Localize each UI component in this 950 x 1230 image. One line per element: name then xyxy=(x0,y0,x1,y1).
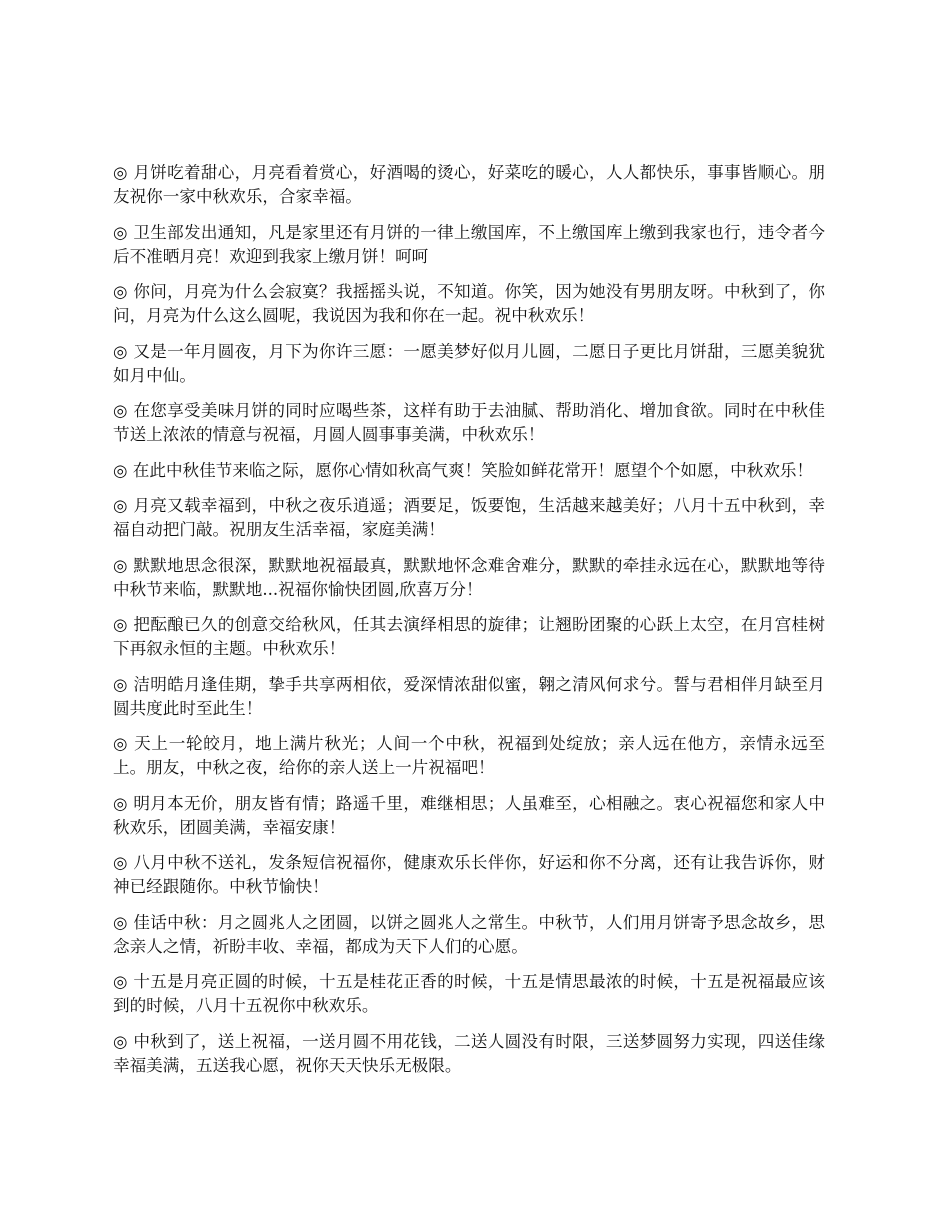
greeting-paragraph-15: ◎ 十五是月亮正圆的时候，十五是桂花正香的时候，十五是情思最浓的时候，十五是祝福最应该到的时候，八月十五祝你中秋欢乐。 xyxy=(113,972,825,1015)
greeting-paragraph-12: ◎ 明月本无价，朋友皆有情；路遥千里，难继相思；人虽难至，心相融之。衷心祝福您和家人中秋欢乐，团圆美满，幸福安康！ xyxy=(113,793,825,837)
greeting-paragraph-1: ◎ 月饼吃着甜心，月亮看着赏心，好酒喝的烫心，好菜吃的暖心，人人都快乐，事事皆顺心。朋友祝你一家中秋欢乐，合家幸福。 xyxy=(113,163,825,206)
greeting-paragraph-5: ◎ 在您享受美味月饼的同时应喝些茶，这样有助于去油腻、帮助消化、增加食欲。同时在中秋佳节送上浓浓的情意与祝福，月圆人圆事事美满，中秋欢乐！ xyxy=(113,401,825,444)
greeting-paragraph-3: ◎ 你问，月亮为什么会寂寞？我摇摇头说，不知道。你笑，因为她没有男朋友呀。中秋到了，你问，月亮为什么这么圆呢，我说因为我和你在一起。祝中秋欢乐！ xyxy=(113,282,825,325)
greeting-paragraph-7: ◎ 月亮又载幸福到，中秋之夜乐逍遥；酒要足，饭要饱，生活越来越美好；八月十五中秋到，幸福自动把门敲。祝朋友生活幸福，家庭美满！ xyxy=(113,496,825,539)
greeting-paragraph-2: ◎ 卫生部发出通知，凡是家里还有月饼的一律上缴国库，不上缴国库上缴到我家也行，违令者今后不准晒月亮！欢迎到我家上缴月饼！呵呵 xyxy=(113,222,825,266)
greeting-paragraph-11: ◎ 天上一轮皎月，地上满片秋光；人间一个中秋，祝福到处绽放；亲人远在他方，亲情永远至上。朋友，中秋之夜，给你的亲人送上一片祝福吧！ xyxy=(113,734,825,777)
greeting-paragraph-14: ◎ 佳话中秋：月之圆兆人之团圆，以饼之圆兆人之常生。中秋节，人们用月饼寄予思念故乡，思念亲人之情，祈盼丰收、幸福，都成为天下人们的心愿。 xyxy=(113,912,825,956)
greeting-paragraph-8: ◎ 默默地思念很深，默默地祝福最真，默默地怀念难舍难分，默默的牵挂永远在心，默默地等待中秋节来临，默默地...祝福你愉快团圆,欣喜万分！ xyxy=(113,555,825,599)
greeting-paragraph-4: ◎ 又是一年月圆夜，月下为你许三愿：一愿美梦好似月儿圆，二愿日子更比月饼甜，三愿美貌犹如月中仙。 xyxy=(113,341,825,385)
document-body xyxy=(113,161,825,1089)
greeting-paragraph-6: ◎ 在此中秋佳节来临之际，愿你心情如秋高气爽！笑脸如鲜花常开！愿望个个如愿，中秋欢乐！ xyxy=(113,460,814,480)
greeting-paragraph-9: ◎ 把酝酿已久的创意交给秋风，任其去演绎相思的旋律；让翘盼团聚的心跃上太空，在月宫桂树下再叙永恒的主题。中秋欢乐！ xyxy=(113,615,825,658)
greeting-paragraph-16: ◎ 中秋到了，送上祝福，一送月圆不用花钱，二送人圆没有时限，三送梦圆努力实现，四送佳缘幸福美满，五送我心愿，祝你天天快乐无极限。 xyxy=(113,1031,825,1075)
greeting-paragraph-13: ◎ 八月中秋不送礼，发条短信祝福你，健康欢乐长伴你，好运和你不分离，还有让我告诉你，财神已经跟随你。中秋节愉快！ xyxy=(113,853,825,896)
greeting-paragraph-10: ◎ 洁明皓月逢佳期，挚手共享两相依，爱深情浓甜似蜜，翱之清风何求兮。誓与君相伴月缺至月圆共度此时至此生！ xyxy=(113,674,825,718)
